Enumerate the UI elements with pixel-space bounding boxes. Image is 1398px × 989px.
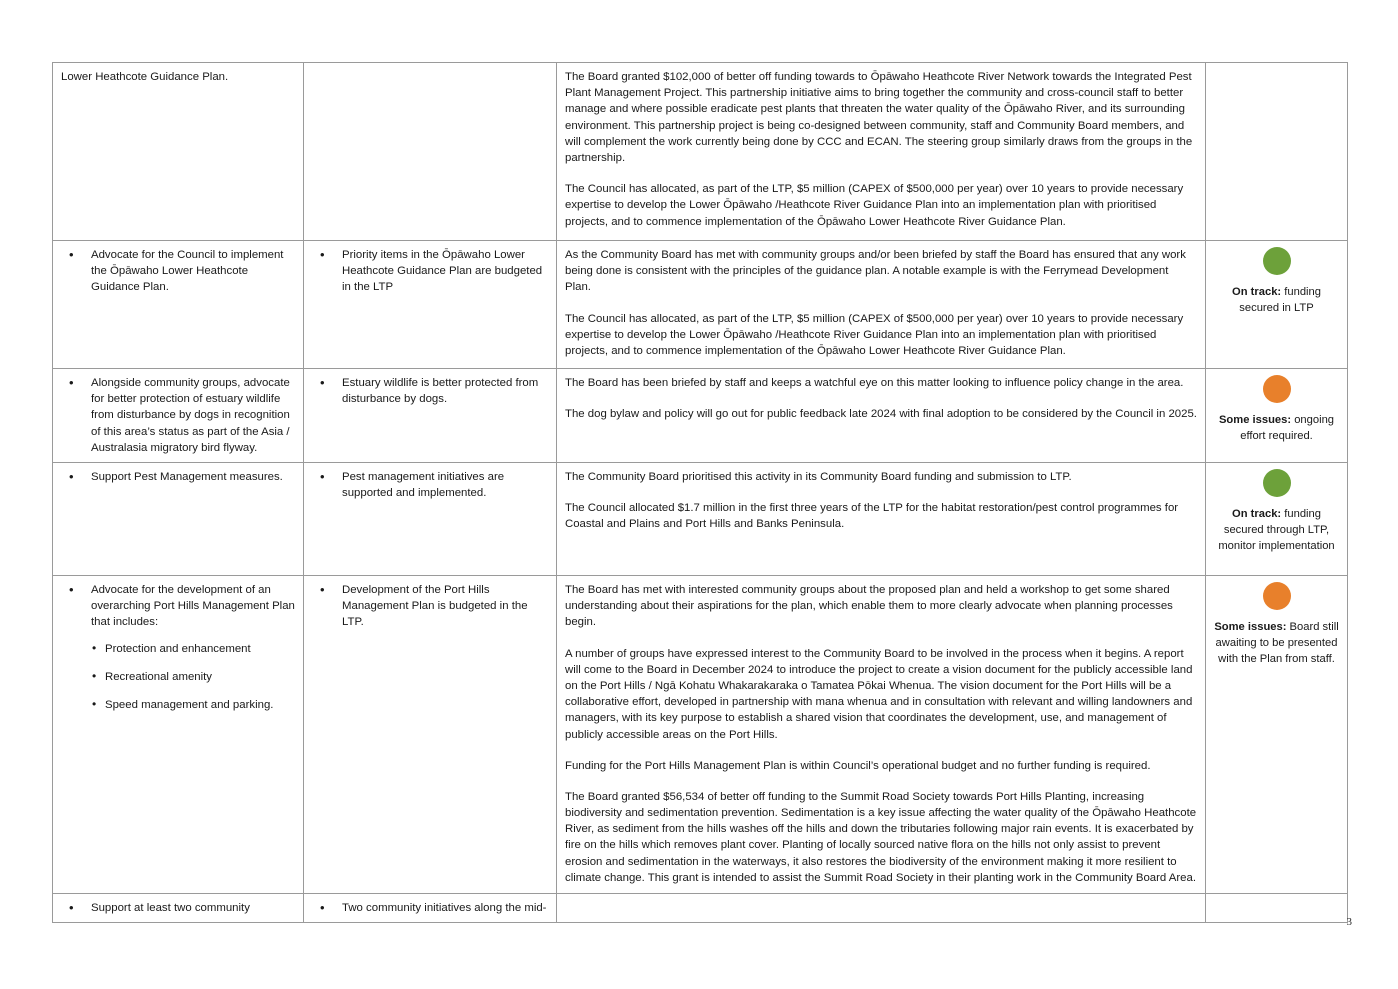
cell-measure — [304, 576, 557, 894]
status-detail: Board still awaiting to be presented with the Plan from staff. — [1215, 621, 1339, 665]
status-detail: funding secured in LTP — [1239, 286, 1321, 314]
cell-status — [1206, 369, 1348, 463]
objective-bullet — [61, 582, 295, 713]
progress-paragraph: The Council has allocated, as part of the LTP, $5 million (CAPEX of $500,000 per year) over 10 years to provide necessary expertise to develop the Lower Ōpāwaho /Heathcote River Guidance Plan into an implementation plan with prioritised projects, and to commence implementation of the Ōpāwaho Lower Heathcote River Guidance Plan. — [565, 312, 1184, 357]
measure-bullet: • Pest management initiatives are supported and implemented. — [312, 469, 548, 501]
cell-progress — [557, 894, 1206, 923]
cell-progress — [557, 63, 1206, 241]
cell-progress — [557, 463, 1206, 576]
progress-paragraph: Funding for the Port Hills Management Plan is within Council’s operational budget and no further funding is required. — [565, 759, 1151, 772]
measure-bullet-list — [312, 469, 548, 501]
table-row — [53, 241, 1348, 369]
cell-objective — [53, 894, 304, 923]
measure-bullet: • Development of the Port Hills Management Plan is budgeted in the LTP. — [312, 582, 548, 631]
objective-text: Advocate for the development of an overarching Port Hills Management Plan that includes: — [91, 584, 295, 629]
objective-bullet: • Advocate for the Council to implement the Ōpāwaho Lower Heathcote Guidance Plan. — [61, 247, 295, 296]
progress-paragraph: The Board granted $102,000 of better off funding towards to Ōpāwaho Heathcote River Network towards the Integrated Pest Plant Management Project. This partnership initiative aims to bring together the community and cross-council staff to better manage and where possible eradicate pest plants that threaten the water quality of the Ōpāwaho River, and its surrounding environment. This partnership project is being co-designed between community, staff and Community Board members, and will complement the work currently being done by CCC and ECAN. The steering group similarly draws from the groups in the partnership. — [565, 71, 1193, 164]
measure-bullet: • Two community initiatives along the mid- — [312, 900, 548, 916]
cell-measure — [304, 894, 557, 923]
cell-status — [1206, 894, 1348, 923]
cell-status — [1206, 576, 1348, 894]
table-row — [53, 369, 1348, 463]
status-label: On track: — [1232, 286, 1282, 298]
status-dot-on-track-icon — [1263, 247, 1291, 275]
objective-bullet-list — [61, 375, 295, 456]
cell-measure — [304, 63, 557, 241]
status-label: Some issues: — [1214, 621, 1287, 633]
objective-sub-bullet: • Protection and enhancement — [91, 641, 295, 657]
progress-paragraph: The Council has allocated, as part of the LTP, $5 million (CAPEX of $500,000 per year) over 10 years to provide necessary expertise to develop the Lower Ōpāwaho /Heathcote River Guidance Plan into an implementation plan with prioritised projects, and to commence implementation of the Ōpāwaho Lower Heathcote River Guidance Plan. — [565, 183, 1184, 228]
page-number: 3 — [1346, 916, 1352, 928]
status-label: Some issues: — [1218, 414, 1292, 426]
table-row — [53, 894, 1348, 923]
objective-sub-bullet: • Recreational amenity — [91, 669, 295, 685]
cell-progress — [557, 369, 1206, 463]
cell-objective — [53, 63, 304, 241]
cell-measure — [304, 463, 557, 576]
status-badge — [1214, 285, 1339, 317]
cell-progress — [557, 241, 1206, 369]
cell-objective — [53, 463, 304, 576]
cell-status — [1206, 63, 1348, 241]
status-badge — [1214, 507, 1339, 555]
table-row — [53, 463, 1348, 576]
objective-bullet-list — [61, 900, 295, 916]
objective-sub-bullet-list — [91, 641, 295, 714]
measure-bullet-list — [312, 375, 548, 407]
status-dot-some-issues-icon — [1263, 375, 1291, 403]
objective-bullet-list — [61, 469, 295, 485]
table-row — [53, 576, 1348, 894]
progress-paragraph: The dog bylaw and policy will go out for public feedback late 2024 with final adoption to be considered by the Council in 2025. — [565, 408, 1197, 421]
objective-bullet: • Support Pest Management measures. — [61, 469, 295, 485]
progress-paragraph: The Community Board prioritised this activity in its Community Board funding and submission to LTP. — [565, 471, 1072, 483]
objective-bullet: • Support at least two community — [61, 900, 295, 916]
status-detail: ongoing effort required. — [1240, 414, 1335, 442]
cell-objective — [53, 241, 304, 369]
cell-status — [1206, 463, 1348, 576]
cell-objective — [53, 369, 304, 463]
community-board-plan-table — [52, 62, 1348, 923]
progress-paragraph: The Board granted $56,534 of better off funding to the Summit Road Society towards Port Hills Planting, increasing biodiversity and sedimentation prevention. Sedimentation is a key issue affecting the water quality of the Ōpāwaho Heathcote River, as sediment from the hills washes off the hills and down the tributaries following major rain events. It is exacerbated by fire on the hills which removes plant cover. Planting of locally sourced native flora on the hills not only assist to prevent erosion and sedimentation in the waterways, it also restores the biodiversity of the environment making it more resilient to climate change. This grant is intended to assist the Summit Road Society in their planting work in the Community Board Area. — [565, 790, 1197, 884]
measure-bullet-list — [312, 582, 548, 631]
progress-paragraph: A number of groups have expressed interest to the Community Board to be involved in the process when it begins. A report will come to the Board in December 2024 to introduce the project to create a vision document for the publicly accessible land on the Port Hills / Ngā Kohatu Whakarakaraka o Tamatea Pōkai Whenua. The vision document for the Port Hills will be a collaborative effort, developed in partnership with mana whenua and in consultation with relevant and willing landowners and managers, with its key purpose to establish a shared vision that coordinates the development, use, and management of publicly accessible areas on the Port Hills. — [565, 647, 1193, 741]
status-dot-some-issues-icon — [1263, 582, 1291, 610]
measure-bullet-list — [312, 247, 548, 296]
objective-bullet-list — [61, 247, 295, 296]
cell-measure — [304, 369, 557, 463]
progress-paragraph: As the Community Board has met with community groups and/or been briefed by staff the Board has ensured that any work being done is consistent with the principles of the guidance plan. A notable example is with the Ferrymead Development Plan. — [565, 249, 1186, 294]
progress-paragraph: The Board has been briefed by staff and keeps a watchful eye on this matter looking to influence policy change in the area. — [565, 377, 1184, 389]
cell-objective — [53, 576, 304, 894]
progress-paragraph: The Board has met with interested community groups about the proposed plan and held a workshop to get some shared understanding about their aspirations for the plan, which enable them to more clearly advocate when planning processes begin. — [565, 584, 1173, 629]
objective-bullet: • Alongside community groups, advocate for better protection of estuary wildlife from disturbance by dogs in recognition of this area’s status as part of the Asia / Australasia migratory bird flyway. — [61, 375, 295, 456]
measure-bullet: • Estuary wildlife is better protected from disturbance by dogs. — [312, 375, 548, 407]
progress-paragraph: The Council allocated $1.7 million in the first three years of the LTP for the habitat restoration/pest control programmes for Coastal and Plains and Port Hills and Banks Peninsula. — [565, 502, 1179, 531]
table-row — [53, 63, 1348, 241]
objective-bullet-list — [61, 582, 295, 713]
status-badge — [1214, 620, 1339, 668]
status-detail: funding secured through LTP, monitor implementation — [1218, 508, 1335, 552]
cell-progress — [557, 576, 1206, 894]
cell-measure — [304, 241, 557, 369]
objective-sub-bullet: • Speed management and parking. — [91, 697, 295, 713]
measure-bullet: • Priority items in the Ōpāwaho Lower Heathcote Guidance Plan are budgeted in the LTP — [312, 247, 548, 296]
status-dot-on-track-icon — [1263, 469, 1291, 497]
status-label: On track: — [1232, 508, 1282, 520]
status-badge — [1214, 413, 1339, 445]
objective-text: Lower Heathcote Guidance Plan. — [61, 71, 229, 83]
cell-status — [1206, 241, 1348, 369]
measure-bullet-list — [312, 900, 548, 916]
